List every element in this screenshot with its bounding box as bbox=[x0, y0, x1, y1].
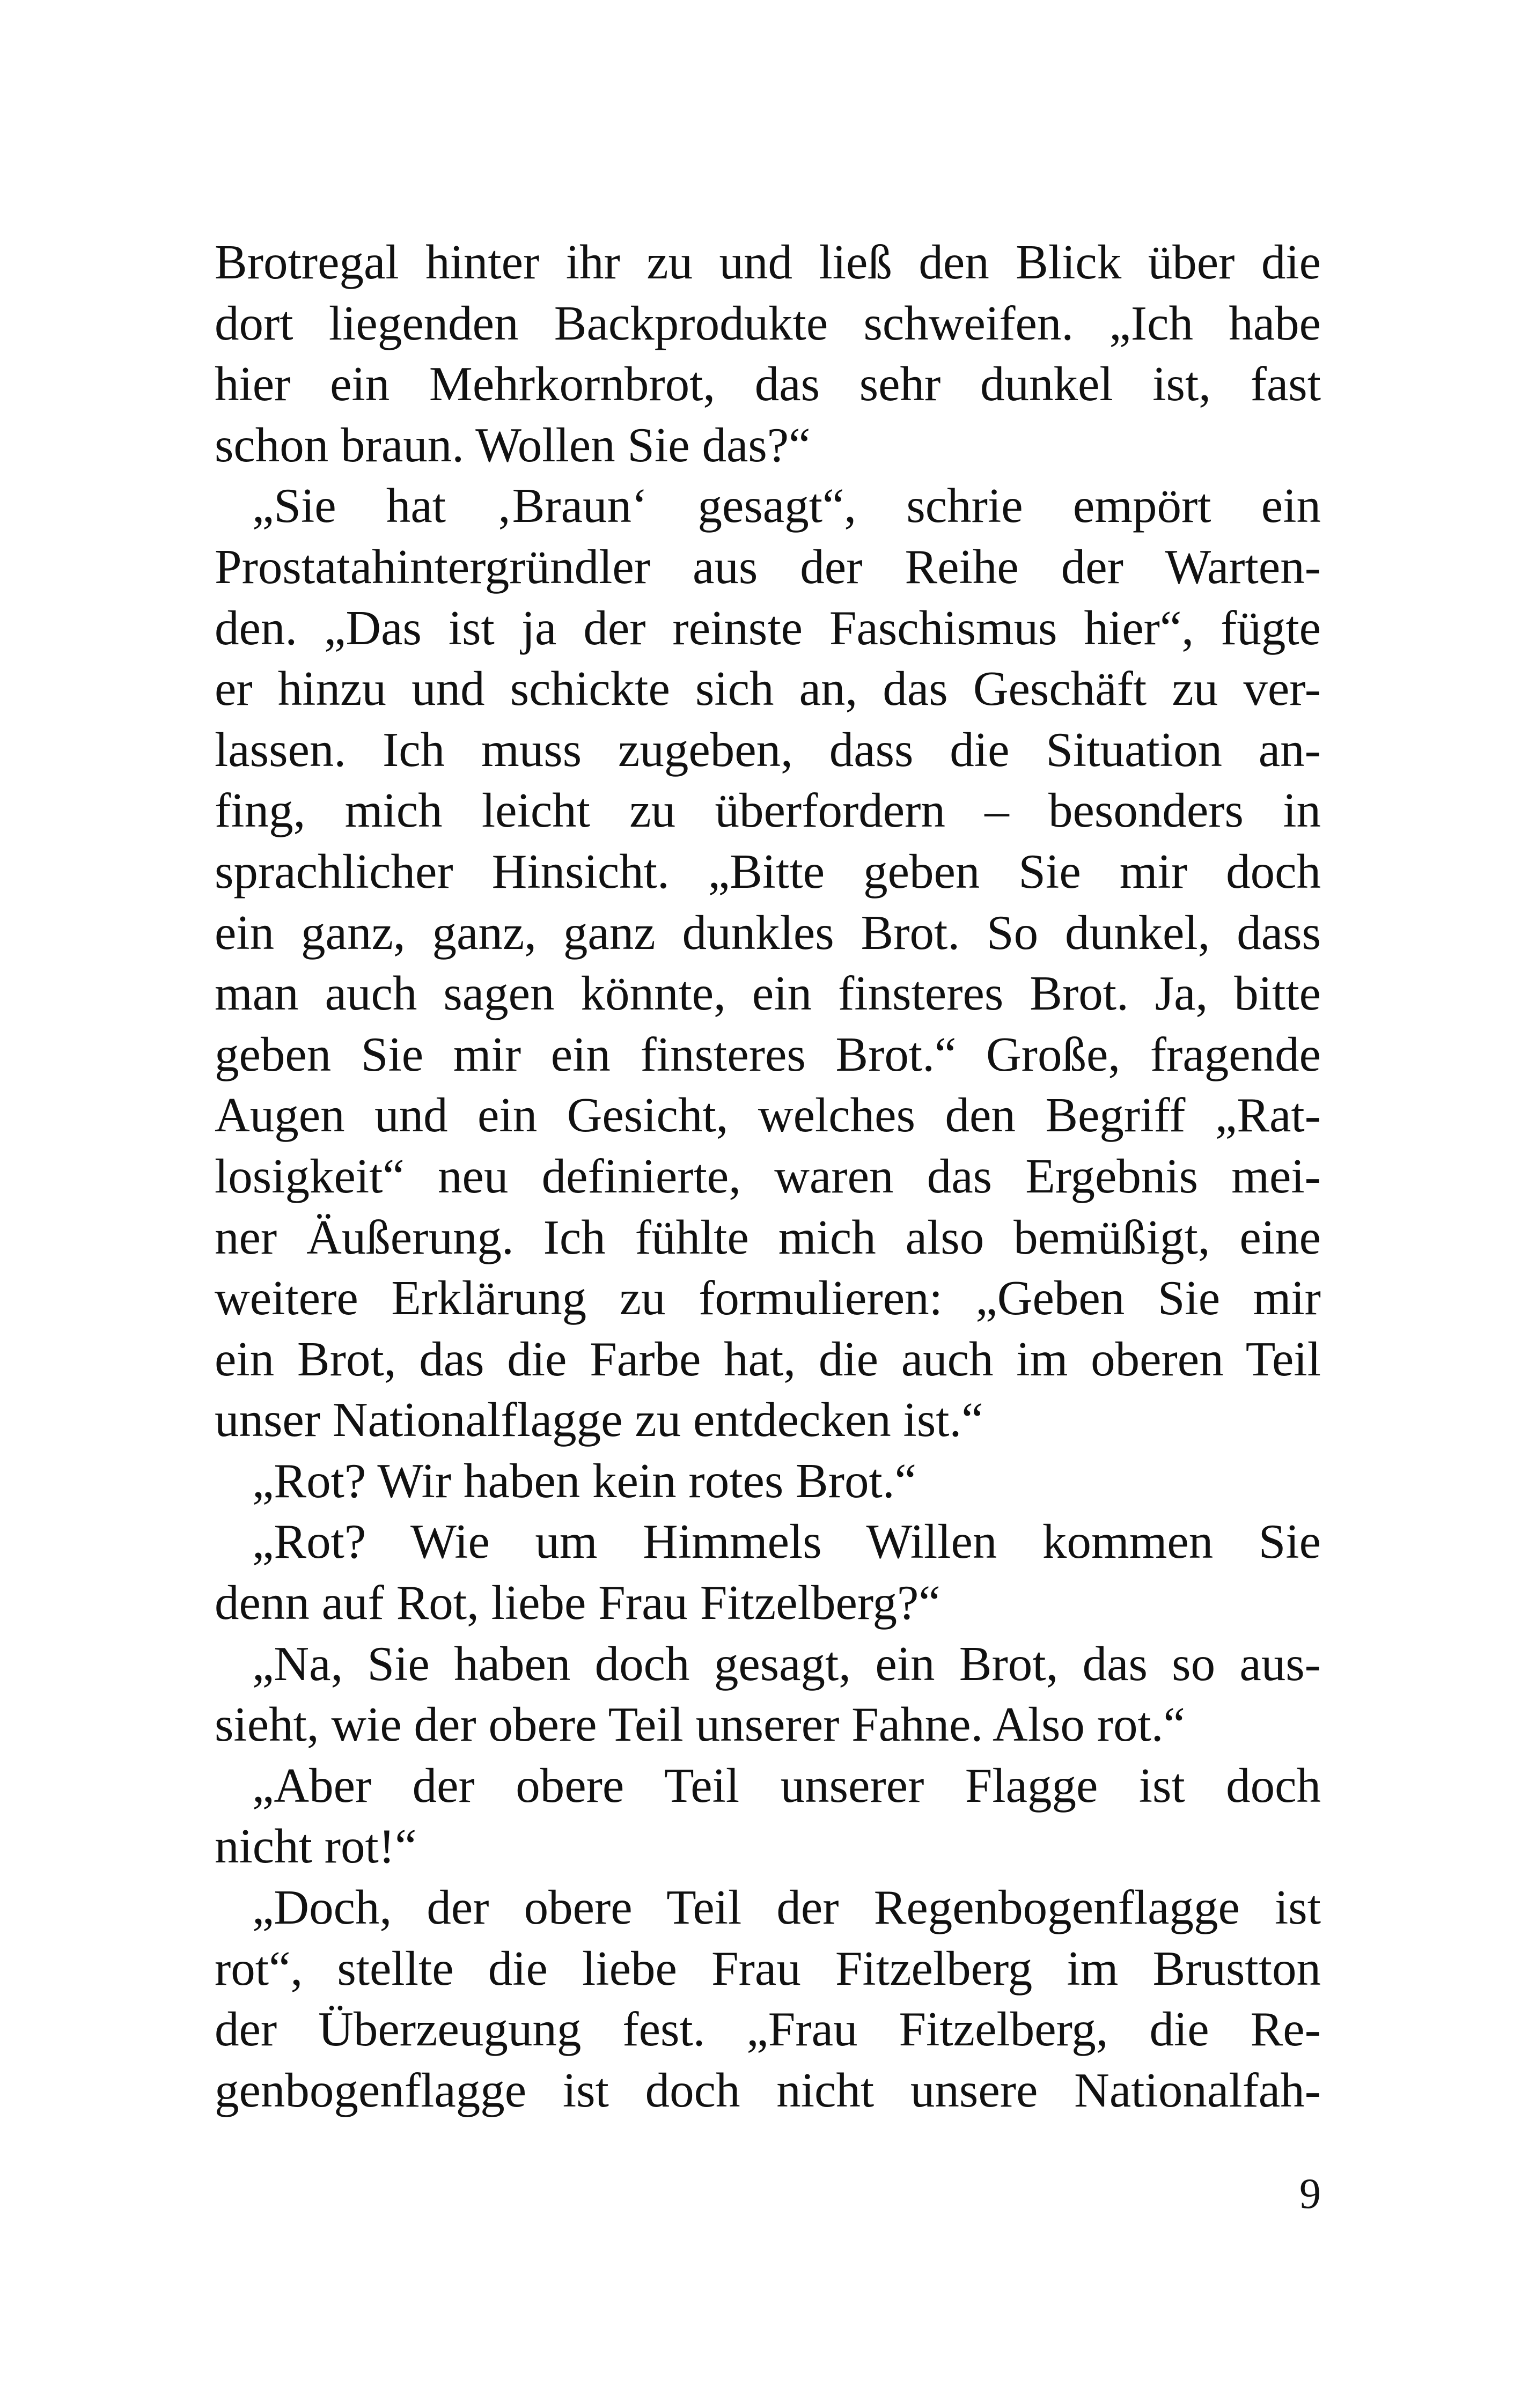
text-line: er hinzu und schickte sich an, das Geschäft zu ver- bbox=[215, 661, 1321, 716]
page-number: 9 bbox=[1299, 2170, 1321, 2218]
text-line: sprachlicher Hinsicht. „Bitte geben Sie mir doch bbox=[215, 844, 1321, 899]
text-line: „Rot? Wie um Himmels Willen kommen Sie bbox=[252, 1514, 1321, 1569]
text-line: Prostatahintergründler aus der Reihe der Warten- bbox=[215, 539, 1321, 594]
text-line: geben Sie mir ein finsteres Brot.“ Große, fragende bbox=[215, 1027, 1321, 1081]
text-line: „Doch, der obere Teil der Regenbogenflagge ist bbox=[252, 1880, 1321, 1935]
text-line: sieht, wie der obere Teil unserer Fahne. Also rot.“ bbox=[215, 1697, 1185, 1752]
text-line: „Aber der obere Teil unserer Flagge ist doch bbox=[252, 1758, 1321, 1813]
text-line: „Na, Sie haben doch gesagt, ein Brot, das so aus- bbox=[252, 1636, 1321, 1691]
text-line: man auch sagen könnte, ein finsteres Brot. Ja, bitte bbox=[215, 966, 1321, 1021]
text-line: genbogenflagge ist doch nicht unsere Nationalfah- bbox=[215, 2063, 1321, 2117]
text-line: dort liegenden Backprodukte schweifen. „Ich habe bbox=[215, 296, 1321, 350]
text-line: losigkeit“ neu definierte, waren das Ergebnis mei- bbox=[215, 1148, 1321, 1203]
text-line: hier ein Mehrkornbrot, das sehr dunkel ist, fast bbox=[215, 357, 1321, 411]
text-line: Augen und ein Gesicht, welches den Begriff „Rat- bbox=[215, 1088, 1321, 1143]
text-line: „Sie hat ‚Braun‘ gesagt“, schrie empört ein bbox=[252, 478, 1321, 533]
text-line: fing, mich leicht zu überfordern – besonders in bbox=[215, 783, 1321, 838]
text-line: lassen. Ich muss zugeben, dass die Situation an- bbox=[215, 722, 1321, 777]
text-line: der Überzeugung fest. „Frau Fitzelberg, die Re- bbox=[215, 2002, 1321, 2057]
text-line: „Rot? Wir haben kein rotes Brot.“ bbox=[252, 1453, 916, 1508]
text-line: schon braun. Wollen Sie das?“ bbox=[215, 417, 811, 472]
text-line: nicht rot!“ bbox=[215, 1819, 417, 1874]
text-line: Brotregal hinter ihr zu und ließ den Blick über die bbox=[215, 235, 1321, 289]
text-line: ein Brot, das die Farbe hat, die auch im oberen Teil bbox=[215, 1331, 1321, 1386]
text-line: unser Nationalflagge zu entdecken ist.“ bbox=[215, 1393, 983, 1447]
body-text bbox=[215, 232, 1321, 2120]
text-line: den. „Das ist ja der reinste Faschismus hier“, fügte bbox=[215, 600, 1321, 655]
text-line: ein ganz, ganz, ganz dunkles Brot. So dunkel, dass bbox=[215, 905, 1321, 960]
text-line: weitere Erklärung zu formulieren: „Geben Sie mir bbox=[215, 1271, 1321, 1325]
text-line: rot“, stellte die liebe Frau Fitzelberg im Brustton bbox=[215, 1941, 1321, 1995]
text-line: ner Äußerung. Ich fühlte mich also bemüßigt, eine bbox=[215, 1210, 1321, 1264]
text-line: denn auf Rot, liebe Frau Fitzelberg?“ bbox=[215, 1575, 940, 1630]
